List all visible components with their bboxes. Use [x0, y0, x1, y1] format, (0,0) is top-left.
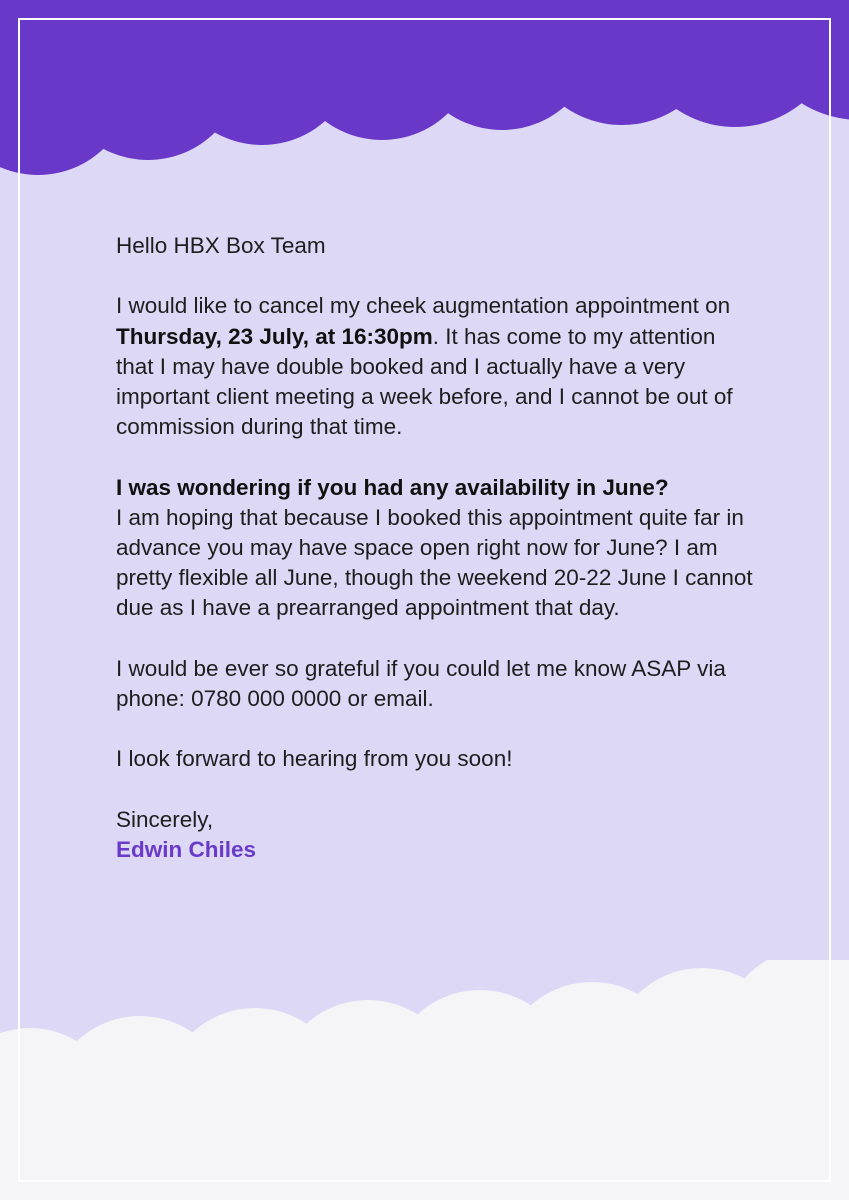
cancellation-text-start: I would like to cancel my cheek augmentation appointment on [116, 293, 731, 319]
top-scalloped-banner [0, 0, 849, 200]
letter-body [116, 231, 756, 865]
paragraph-cancellation [116, 291, 756, 442]
availability-question: I was wondering if you had any availability in June? [116, 474, 669, 500]
paragraph-contact: I would be ever so grateful if you could let me know ASAP via phone: 0780 000 0000 or email. [116, 655, 726, 711]
paragraph-closing-line: I look forward to hearing from you soon! [116, 746, 513, 772]
paragraph-availability: I am hoping that because I booked this appointment quite far in advance you may have space open right now for June? I am pretty flexible all June, though the weekend 20-22 June I cannot due as I have a prearranged appointment that day. [116, 504, 753, 621]
closing: Sincerely, [116, 806, 214, 832]
greeting: Hello HBX Box Team [116, 233, 326, 258]
bottom-cloud-footer [0, 960, 849, 1200]
appointment-date: Thursday, 23 July, at 16:30pm [116, 323, 433, 349]
signature-name: Edwin Chiles [116, 836, 257, 862]
cancellation-text-end: . It has come to my attention that I may have double booked and I actually have a very important client meeting a week before, and I cannot be out of commission during that time. [116, 323, 733, 440]
